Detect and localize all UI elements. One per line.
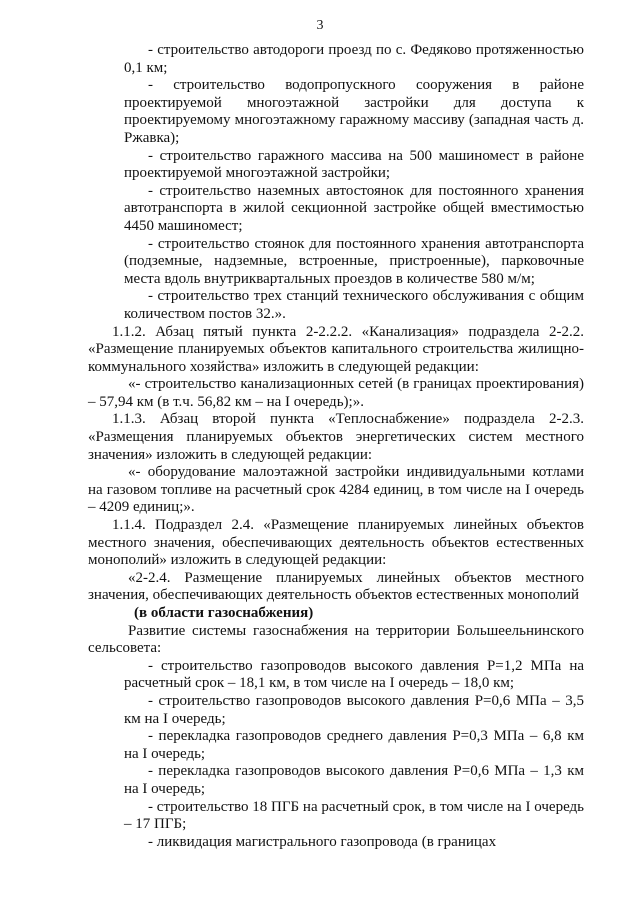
paragraph: - строительство гаражного массива на 500 машиномест в районе проектируемой многоэтажной застройки; (124, 147, 584, 182)
paragraph: - перекладка газопроводов среднего давления Р=0,3 МПа – 6,8 км на I очередь; (124, 728, 584, 762)
paragraph: Развитие системы газоснабжения на территории Большеельнинского сельсовета: (88, 622, 584, 657)
paragraph: - строительство трех станций технического обслуживания с общим количеством постов 32.». (124, 288, 584, 322)
paragraph: - строительство водопропускного сооружения в районе проектируемой многоэтажной застройки для доступа к проектируемому многоэтажному гаражному массиву (западная часть д. Ржавка); (124, 77, 584, 146)
page-number: 3 (316, 18, 324, 33)
paragraph: 1.1.2. Абзац пятый пункта 2-2.2.2. «Канализация» подраздела 2-2.2. «Размещение планируемых объектов капитального строительства жилищно-коммунального хозяйства» изложить в следующей редакции: (88, 323, 584, 375)
paragraph: - строительство автодороги проезд по с. Федяково протяженностью 0,1 км; (124, 42, 584, 76)
document-body (88, 42, 584, 851)
paragraph: 1.1.3. Абзац второй пункта «Теплоснабжение» подраздела 2-2.3. «Размещения планируемых объектов энергетических систем местного значения» изложить в следующей редакции: (88, 411, 584, 463)
paragraph: «2-2.4. Размещение планируемых линейных объектов местного значения, обеспечивающих деятельность объектов естественных монополий (88, 569, 584, 604)
section-heading: (в области газоснабжения) (134, 605, 314, 621)
paragraph: - перекладка газопроводов высокого давления Р=0,6 МПа – 1,3 км на I очередь; (124, 763, 584, 797)
paragraph: - строительство газопроводов высокого давления Р=0,6 МПа – 3,5 км на I очередь; (124, 692, 584, 727)
paragraph: - строительство газопроводов высокого давления Р=1,2 МПа на расчетный срок – 18,1 км, в том числе на I очередь – 18,0 км; (124, 657, 584, 692)
paragraph: «- строительство канализационных сетей (в границах проектирования) – 57,94 км (в т.ч. 56,82 км – на I очередь);». (88, 376, 584, 410)
paragraph: «- оборудование малоэтажной застройки индивидуальными котлами на газовом топливе на расчетный срок 4284 единиц, в том числе на I очередь – 4209 единиц;». (88, 464, 584, 516)
paragraph: - строительство наземных автостоянок для постоянного хранения автотранспорта в жилой секционной застройке общей вместимостью 4450 машиномест; (124, 182, 584, 234)
paragraph: - строительство 18 ПГБ на расчетный срок, в том числе на I очередь – 17 ПГБ; (124, 798, 584, 833)
paragraph: - ликвидация магистрального газопровода (в границах (148, 833, 497, 850)
paragraph: - строительство стоянок для постоянного хранения автотранспорта (подземные, надземные, встроенные, пристроенные), парковочные места вдоль внутриквартальных проездов в количестве 580 м/м; (124, 235, 584, 287)
paragraph: 1.1.4. Подраздел 2.4. «Размещение планируемых линейных объектов местного значения, обеспечивающих деятельность объектов естественных монополий» изложить в следующей редакции: (88, 517, 584, 569)
